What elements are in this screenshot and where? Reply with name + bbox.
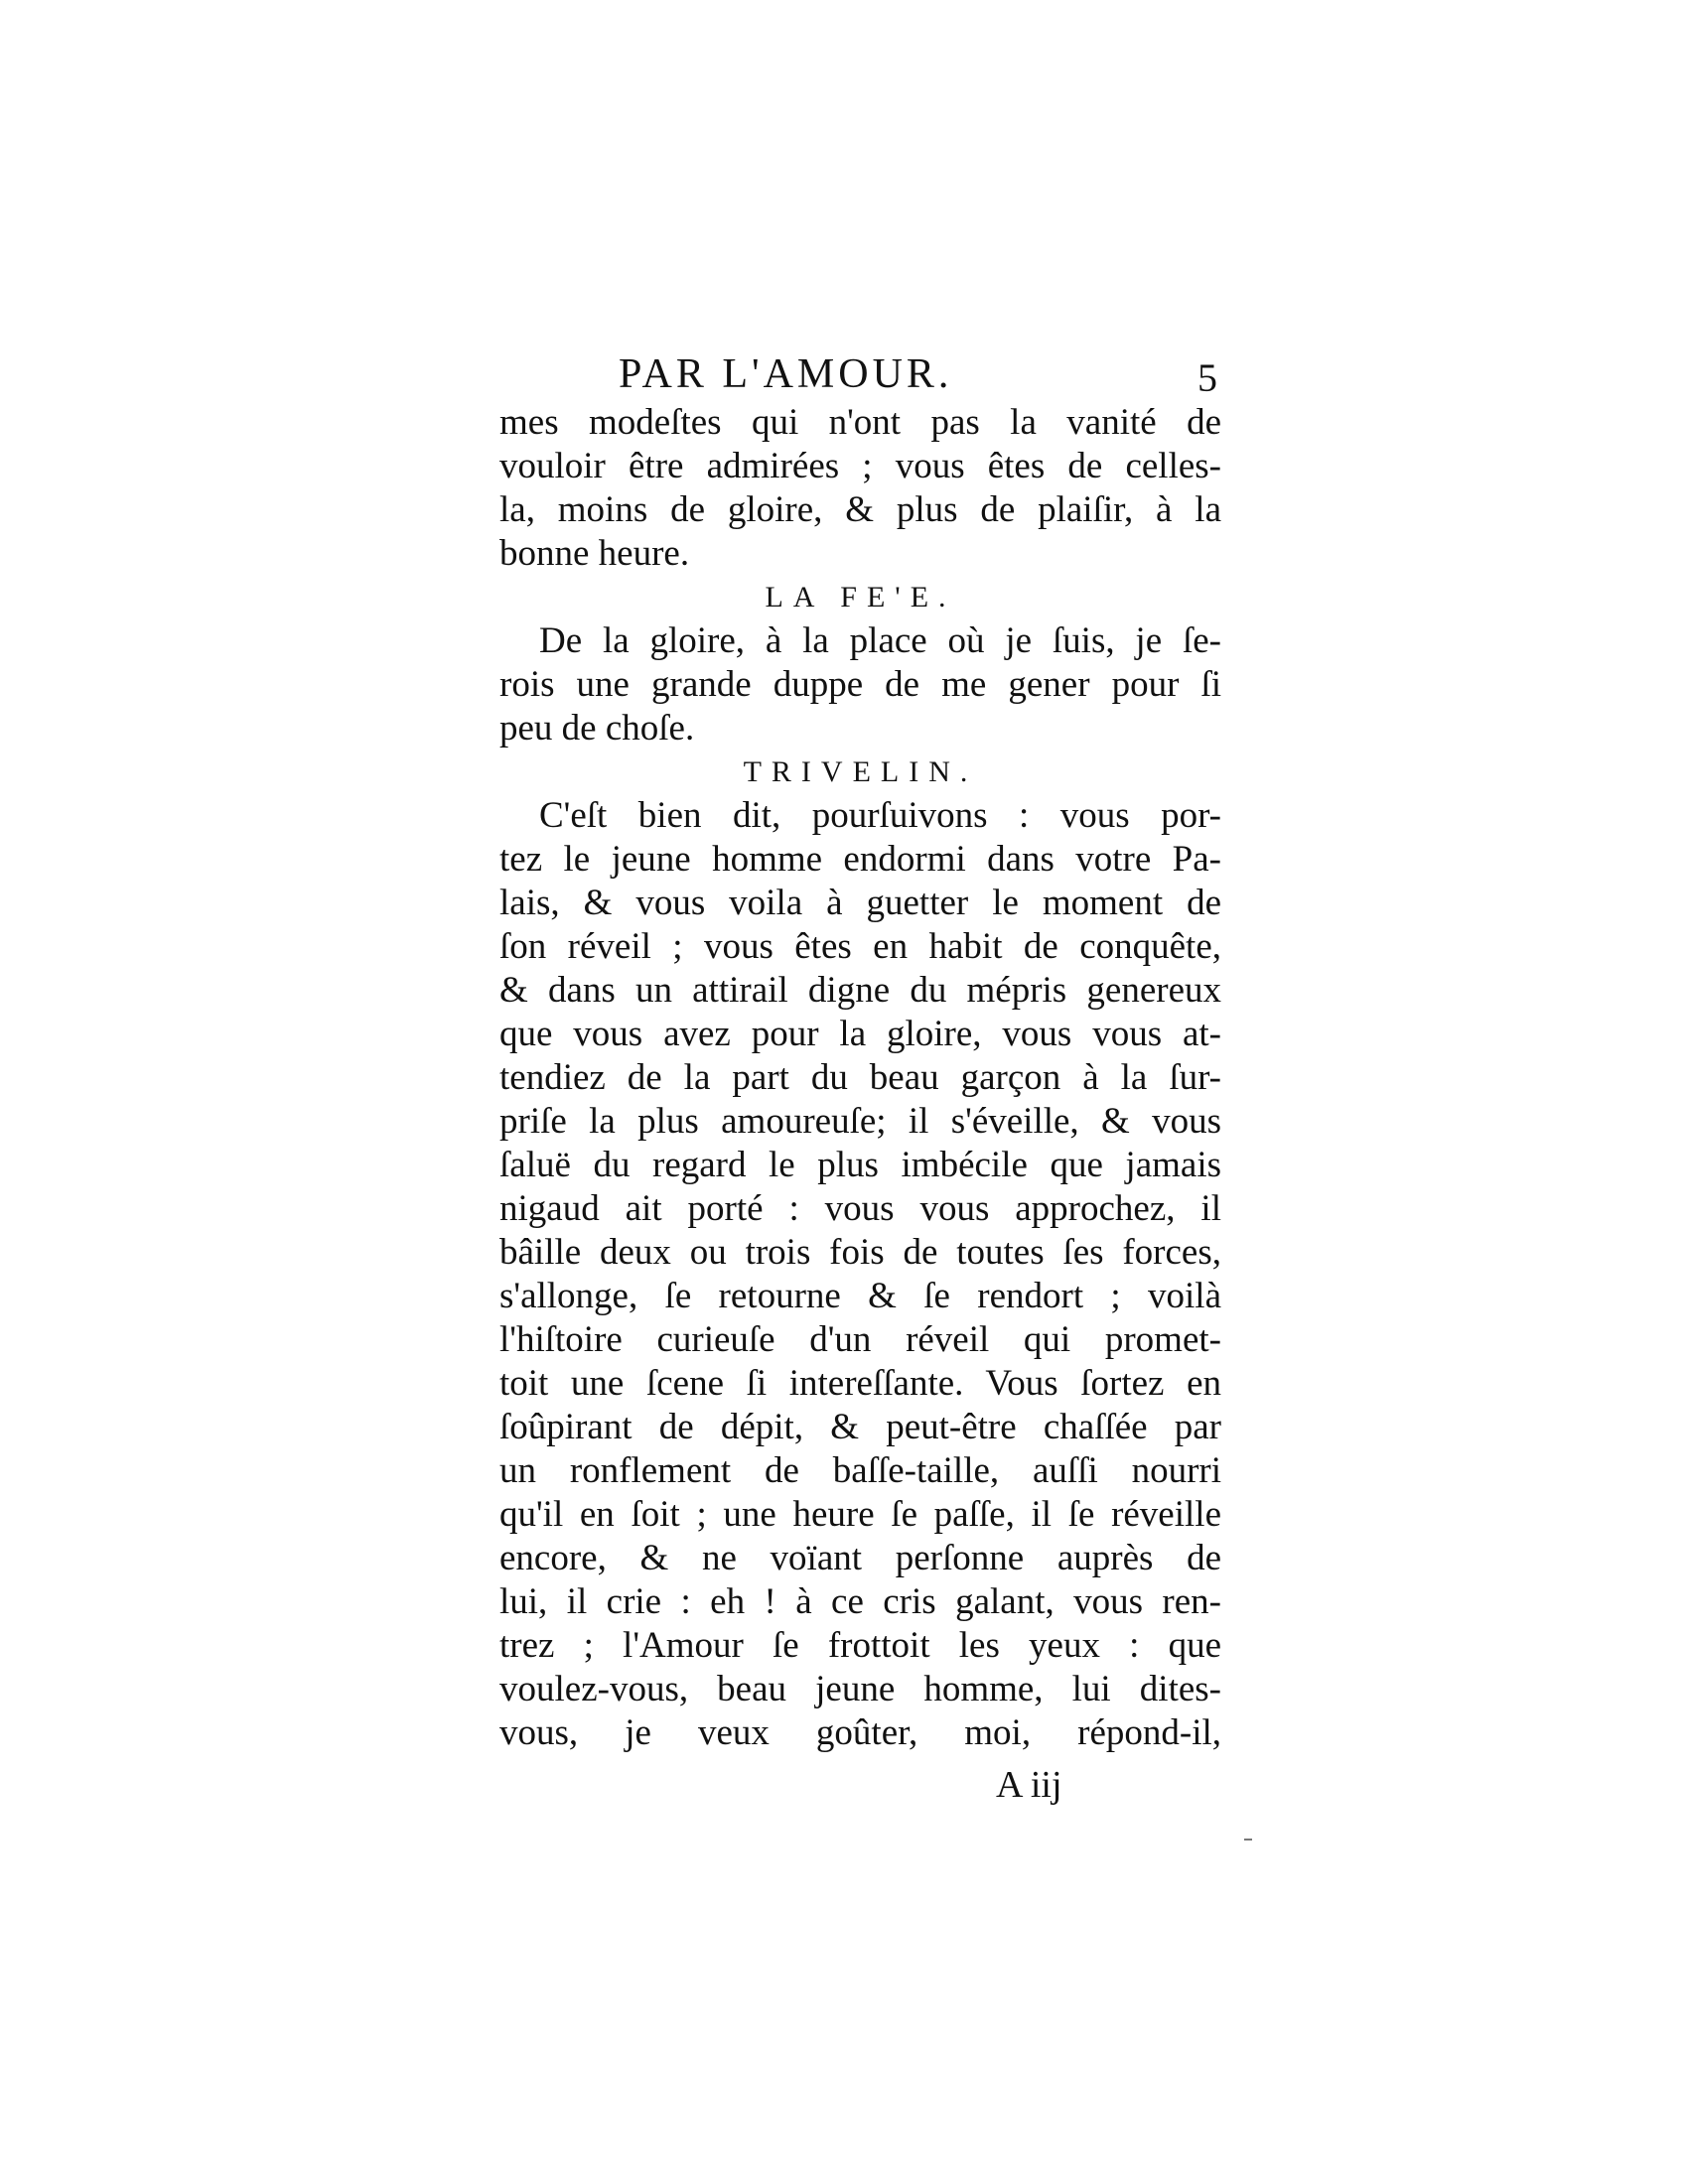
text-line: lui, il crie : eh ! à ce cris galant, vous ren- [499,1581,1221,1622]
text-line: ſoûpirant de dépit, & peut-être chaſſée par [499,1407,1221,1447]
text-line: peu de choſe. [499,708,695,749]
text-line: s'allonge, ſe retourne & ſe rendort ; voilà [499,1276,1221,1316]
text-line: tendiez de la part du beau garçon à la ſur- [499,1057,1221,1098]
page-body [499,401,1221,1755]
text-line: nigaud ait porté : vous vous approchez, il [499,1188,1221,1229]
text-line: qu'il en ſoit ; une heure ſe paſſe, il ſe réveille [499,1494,1221,1535]
text-line: vouloir être admirées ; vous êtes de celles- [499,446,1221,486]
margin-mark [1244,1839,1252,1841]
text-line: bâille deux ou trois fois de toutes ſes forces, [499,1232,1221,1273]
signature-mark: A iij [996,1764,1062,1806]
text-line: De la gloire, à la place où je ſuis, je ſe- [539,620,1221,661]
text-line: bonne heure. [499,533,690,574]
text-line: trez ; l'Amour ſe frottoit les yeux : que [499,1625,1221,1666]
text-line: rois une grande duppe de me gener pour ſi [499,664,1221,705]
running-header [499,347,1221,401]
running-title: PAR L'AMOUR. [619,351,953,397]
page-number: 5 [1197,355,1221,400]
book-page [499,347,1221,1815]
text-line: ſon réveil ; vous êtes en habit de conquête, [499,926,1221,967]
text-line: & dans un attirail digne du mépris genereux [499,970,1221,1011]
text-line: encore, & ne voïant perſonne auprès de [499,1538,1221,1578]
text-line: ſaluë du regard le plus imbécile que jamais [499,1145,1221,1185]
text-line: C'eſt bien dit, pourſuivons : vous por- [539,795,1221,836]
text-line: l'hiſtoire curieuſe d'un réveil qui promet- [499,1319,1221,1360]
text-line: vous, je veux goûter, moi, répond-il, [499,1712,1221,1753]
text-line: que vous avez pour la gloire, vous vous at- [499,1014,1221,1054]
text-line: toit une ſcene ſi intereſſante. Vous ſortez en [499,1363,1221,1404]
text-line: la, moins de gloire, & plus de plaiſir, à la [499,489,1221,530]
text-line: lais, & vous voila à guetter le moment de [499,883,1221,923]
speaker-name: TRIVELIN. [743,755,978,788]
text-line: priſe la plus amoureuſe; il s'éveille, & vous [499,1101,1221,1142]
text-line: un ronflement de baſſe-taille, auſſi nourri [499,1450,1221,1491]
speaker-name: LA FE'E. [765,581,956,614]
text-line: tez le jeune homme endormi dans votre Pa- [499,839,1221,880]
text-line: voulez-vous, beau jeune homme, lui dites- [499,1669,1221,1709]
text-line: mes modeſtes qui n'ont pas la vanité de [499,402,1221,443]
